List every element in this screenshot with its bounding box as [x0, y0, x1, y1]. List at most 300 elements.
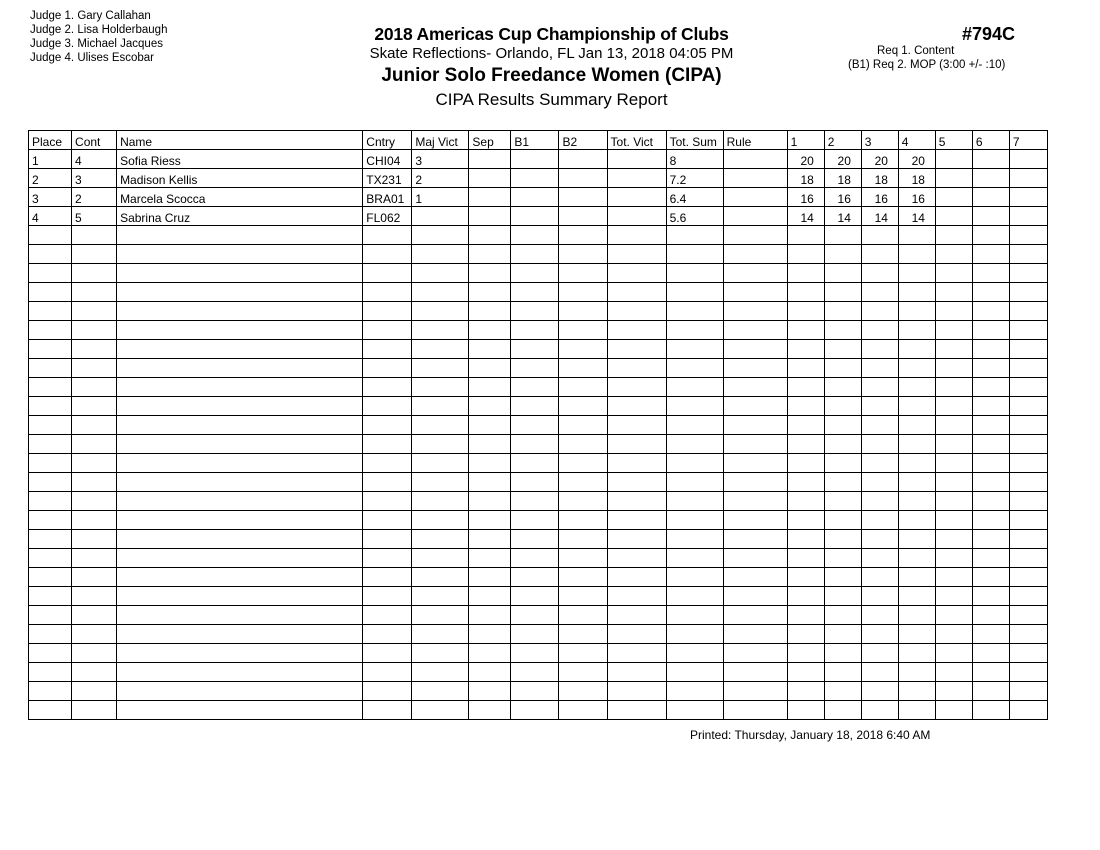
cell-b1	[511, 169, 559, 188]
cell-b1	[511, 302, 559, 321]
cell-b1	[511, 587, 559, 606]
cell-cntry	[363, 454, 412, 473]
cell-b2	[559, 625, 607, 644]
cell-tot-vict	[607, 378, 666, 397]
cell-tot-vict	[607, 549, 666, 568]
cell-rule	[723, 492, 787, 511]
cell-cntry	[363, 435, 412, 454]
cell-judge-score	[972, 549, 1009, 568]
cell-cont: 3	[72, 169, 117, 188]
cell-judge-score	[972, 226, 1009, 245]
cell-tot-sum	[666, 340, 723, 359]
cell-rule	[723, 625, 787, 644]
cell-sep	[469, 397, 511, 416]
judge-line: Judge 1. Gary Callahan	[30, 10, 151, 22]
cell-sep	[469, 644, 511, 663]
cell-tot-sum	[666, 530, 723, 549]
cell-b1	[511, 473, 559, 492]
cell-rule	[723, 511, 787, 530]
cell-tot-sum	[666, 587, 723, 606]
cell-judge-score	[972, 625, 1009, 644]
cell-cont	[72, 511, 117, 530]
cell-judge-score	[787, 378, 824, 397]
cell-maj-vict	[412, 207, 469, 226]
table-row	[29, 492, 1048, 511]
cell-judge-score	[935, 340, 972, 359]
cell-judge-score: 16	[787, 188, 824, 207]
cell-judge-score	[935, 283, 972, 302]
cell-name	[117, 682, 363, 701]
cell-name: Madison Kellis	[117, 169, 363, 188]
cell-judge-score	[824, 473, 861, 492]
table-row	[29, 587, 1048, 606]
table-row	[29, 321, 1048, 340]
cell-b1	[511, 150, 559, 169]
cell-b1	[511, 397, 559, 416]
cell-place: 2	[29, 169, 72, 188]
cell-tot-vict	[607, 511, 666, 530]
cell-judge-score	[898, 701, 935, 720]
cell-judge-score	[787, 359, 824, 378]
cell-judge-score	[972, 682, 1009, 701]
cell-judge-score	[935, 207, 972, 226]
cell-b1	[511, 606, 559, 625]
cell-maj-vict	[412, 435, 469, 454]
cell-place	[29, 226, 72, 245]
cell-judge-score	[1009, 150, 1047, 169]
cell-b2	[559, 492, 607, 511]
cell-judge-score	[935, 169, 972, 188]
cell-cont	[72, 397, 117, 416]
cell-judge-score: 20	[787, 150, 824, 169]
cell-cntry	[363, 644, 412, 663]
cell-judge-score	[935, 302, 972, 321]
cell-b2	[559, 416, 607, 435]
cell-cont	[72, 264, 117, 283]
cell-b2	[559, 321, 607, 340]
cell-tot-vict	[607, 207, 666, 226]
cell-maj-vict	[412, 701, 469, 720]
cell-judge-score	[787, 511, 824, 530]
cell-rule	[723, 188, 787, 207]
cell-name	[117, 473, 363, 492]
cell-tot-sum: 7.2	[666, 169, 723, 188]
cell-b2	[559, 378, 607, 397]
cell-judge-score	[861, 530, 898, 549]
results-table	[28, 130, 1048, 720]
cell-b2	[559, 568, 607, 587]
cell-maj-vict	[412, 264, 469, 283]
cell-judge-score	[861, 340, 898, 359]
cell-maj-vict	[412, 625, 469, 644]
cell-name	[117, 568, 363, 587]
cell-judge-score	[787, 454, 824, 473]
cell-judge-score	[898, 682, 935, 701]
cell-maj-vict	[412, 473, 469, 492]
cell-b2	[559, 606, 607, 625]
cell-name	[117, 359, 363, 378]
cell-cntry: FL062	[363, 207, 412, 226]
cell-tot-vict	[607, 169, 666, 188]
cell-name	[117, 587, 363, 606]
cell-b1	[511, 264, 559, 283]
cell-b1	[511, 549, 559, 568]
cell-judge-score	[787, 701, 824, 720]
cell-judge-score	[1009, 397, 1047, 416]
cell-cntry: BRA01	[363, 188, 412, 207]
cell-maj-vict	[412, 226, 469, 245]
cell-judge-score	[935, 701, 972, 720]
cell-judge-score	[861, 682, 898, 701]
cell-judge-score	[898, 663, 935, 682]
cell-judge-score	[1009, 473, 1047, 492]
cell-sep	[469, 378, 511, 397]
cell-cntry	[363, 473, 412, 492]
cell-judge-score	[972, 416, 1009, 435]
report-title: CIPA Results Summary Report	[435, 90, 668, 109]
cell-cntry	[363, 663, 412, 682]
cell-judge-score	[898, 283, 935, 302]
cell-judge-score	[935, 530, 972, 549]
cell-judge-score	[935, 625, 972, 644]
cell-judge-score	[898, 340, 935, 359]
cell-sep	[469, 568, 511, 587]
cell-cont	[72, 359, 117, 378]
table-row	[29, 606, 1048, 625]
cell-judge-score	[861, 549, 898, 568]
cell-b1	[511, 245, 559, 264]
cell-cntry	[363, 226, 412, 245]
table-row	[29, 473, 1048, 492]
cell-judge-score	[1009, 606, 1047, 625]
cell-cntry	[363, 321, 412, 340]
cell-judge-score	[824, 378, 861, 397]
cell-name: Sabrina Cruz	[117, 207, 363, 226]
cell-name	[117, 625, 363, 644]
cell-judge-score	[1009, 549, 1047, 568]
cell-judge-score	[972, 454, 1009, 473]
cell-judge-score	[787, 530, 824, 549]
table-row	[29, 302, 1048, 321]
cell-cont	[72, 245, 117, 264]
cell-tot-sum	[666, 245, 723, 264]
cell-judge-score	[1009, 568, 1047, 587]
cell-judge-score	[861, 454, 898, 473]
cell-b2	[559, 150, 607, 169]
cell-rule	[723, 264, 787, 283]
cell-judge-score	[824, 283, 861, 302]
cell-judge-score	[972, 207, 1009, 226]
cell-judge-score	[935, 549, 972, 568]
cell-b1	[511, 454, 559, 473]
cell-judge-score	[935, 188, 972, 207]
cell-b2	[559, 644, 607, 663]
cell-judge-score	[861, 226, 898, 245]
cell-tot-vict	[607, 644, 666, 663]
column-header-judge-1: 1	[787, 131, 824, 150]
cell-place	[29, 492, 72, 511]
cell-maj-vict	[412, 321, 469, 340]
cell-tot-sum	[666, 416, 723, 435]
cell-b2	[559, 245, 607, 264]
cell-place: 1	[29, 150, 72, 169]
cell-name	[117, 663, 363, 682]
cell-cont	[72, 492, 117, 511]
cell-cont: 4	[72, 150, 117, 169]
cell-judge-score	[898, 625, 935, 644]
cell-judge-score	[787, 321, 824, 340]
cell-b1	[511, 359, 559, 378]
cell-rule	[723, 416, 787, 435]
table-row	[29, 416, 1048, 435]
cell-judge-score	[861, 663, 898, 682]
cell-judge-score	[824, 435, 861, 454]
cell-tot-vict	[607, 397, 666, 416]
cell-b2	[559, 530, 607, 549]
cell-cntry	[363, 302, 412, 321]
cell-rule	[723, 169, 787, 188]
cell-place	[29, 454, 72, 473]
cell-cntry	[363, 682, 412, 701]
cell-sep	[469, 150, 511, 169]
cell-b2	[559, 473, 607, 492]
cell-maj-vict	[412, 587, 469, 606]
cell-sep	[469, 207, 511, 226]
cell-maj-vict: 2	[412, 169, 469, 188]
cell-cntry: CHI04	[363, 150, 412, 169]
cell-b1	[511, 625, 559, 644]
cell-judge-score	[861, 435, 898, 454]
cell-judge-score	[1009, 359, 1047, 378]
header-row	[29, 131, 1048, 150]
cell-maj-vict	[412, 283, 469, 302]
cell-tot-sum	[666, 644, 723, 663]
cell-judge-score	[1009, 625, 1047, 644]
cell-judge-score	[935, 587, 972, 606]
cell-judge-score	[824, 359, 861, 378]
table-row	[29, 549, 1048, 568]
cell-maj-vict	[412, 530, 469, 549]
cell-sep	[469, 321, 511, 340]
column-header-sep: Sep	[469, 131, 511, 150]
cell-judge-score	[787, 416, 824, 435]
table-row	[29, 150, 1048, 169]
cell-judge-score	[1009, 511, 1047, 530]
cell-maj-vict	[412, 359, 469, 378]
cell-name	[117, 302, 363, 321]
cell-sep	[469, 454, 511, 473]
cell-b2	[559, 207, 607, 226]
cell-maj-vict	[412, 340, 469, 359]
cell-judge-score	[824, 625, 861, 644]
cell-rule	[723, 568, 787, 587]
cell-cntry	[363, 378, 412, 397]
cell-judge-score	[1009, 416, 1047, 435]
cell-name	[117, 397, 363, 416]
cell-judge-score	[824, 245, 861, 264]
cell-judge-score: 16	[898, 188, 935, 207]
cell-judge-score	[935, 264, 972, 283]
column-header-tot-sum: Tot. Sum	[666, 131, 723, 150]
cell-judge-score	[861, 378, 898, 397]
cell-rule	[723, 644, 787, 663]
cell-place	[29, 701, 72, 720]
cell-cont: 5	[72, 207, 117, 226]
cell-judge-score	[898, 587, 935, 606]
cell-tot-sum	[666, 663, 723, 682]
cell-place	[29, 663, 72, 682]
cell-judge-score	[972, 283, 1009, 302]
cell-judge-score	[1009, 283, 1047, 302]
cell-judge-score	[824, 568, 861, 587]
cell-judge-score	[898, 245, 935, 264]
table-row	[29, 701, 1048, 720]
cell-tot-sum	[666, 378, 723, 397]
cell-tot-vict	[607, 530, 666, 549]
cell-judge-score	[787, 283, 824, 302]
cell-judge-score	[861, 511, 898, 530]
cell-judge-score	[824, 340, 861, 359]
cell-judge-score	[861, 701, 898, 720]
cell-judge-score	[935, 378, 972, 397]
table-row	[29, 511, 1048, 530]
table-row	[29, 454, 1048, 473]
cell-b2	[559, 264, 607, 283]
cell-judge-score	[1009, 644, 1047, 663]
cell-name	[117, 378, 363, 397]
column-header-name: Name	[117, 131, 363, 150]
cell-cntry	[363, 606, 412, 625]
cell-judge-score	[787, 397, 824, 416]
cell-b1	[511, 663, 559, 682]
cell-judge-score	[824, 549, 861, 568]
cell-cntry	[363, 530, 412, 549]
cell-tot-vict	[607, 150, 666, 169]
cell-judge-score	[935, 150, 972, 169]
cell-tot-sum	[666, 511, 723, 530]
cell-judge-score	[898, 397, 935, 416]
table-row	[29, 264, 1048, 283]
cell-b1	[511, 644, 559, 663]
cell-judge-score: 20	[898, 150, 935, 169]
cell-sep	[469, 511, 511, 530]
cell-b1	[511, 682, 559, 701]
cell-judge-score	[787, 245, 824, 264]
cell-judge-score	[1009, 321, 1047, 340]
cell-place	[29, 644, 72, 663]
cell-place	[29, 359, 72, 378]
cell-judge-score	[1009, 701, 1047, 720]
column-header-rule: Rule	[723, 131, 787, 150]
cell-maj-vict	[412, 568, 469, 587]
cell-cntry	[363, 359, 412, 378]
cell-judge-score	[898, 302, 935, 321]
cell-rule	[723, 397, 787, 416]
cell-judge-score	[787, 492, 824, 511]
cell-judge-score	[935, 321, 972, 340]
cell-judge-score	[1009, 663, 1047, 682]
cell-judge-score	[1009, 207, 1047, 226]
cell-judge-score: 14	[898, 207, 935, 226]
cell-judge-score	[935, 359, 972, 378]
cell-cntry	[363, 397, 412, 416]
printed-timestamp: Printed: Thursday, January 18, 2018 6:40 AM	[690, 728, 931, 742]
cell-judge-score	[972, 473, 1009, 492]
cell-judge-score: 14	[787, 207, 824, 226]
cell-b1	[511, 492, 559, 511]
cell-place	[29, 397, 72, 416]
cell-tot-vict	[607, 568, 666, 587]
cell-judge-score	[861, 359, 898, 378]
cell-rule	[723, 340, 787, 359]
cell-cntry	[363, 625, 412, 644]
cell-cntry	[363, 283, 412, 302]
cell-judge-score	[972, 606, 1009, 625]
cell-place	[29, 568, 72, 587]
cell-b1	[511, 416, 559, 435]
cell-judge-score	[1009, 530, 1047, 549]
cell-judge-score	[1009, 682, 1047, 701]
cell-tot-vict	[607, 663, 666, 682]
cell-cntry	[363, 549, 412, 568]
cell-judge-score	[787, 606, 824, 625]
cell-name	[117, 264, 363, 283]
cell-tot-vict	[607, 245, 666, 264]
cell-cntry	[363, 416, 412, 435]
cell-tot-sum: 8	[666, 150, 723, 169]
cell-judge-score	[1009, 302, 1047, 321]
cell-b2	[559, 587, 607, 606]
cell-judge-score	[824, 587, 861, 606]
cell-judge-score	[861, 492, 898, 511]
table-row	[29, 188, 1048, 207]
cell-judge-score	[1009, 264, 1047, 283]
cell-judge-score	[861, 264, 898, 283]
cell-judge-score	[935, 245, 972, 264]
cell-rule	[723, 378, 787, 397]
cell-b1	[511, 283, 559, 302]
cell-judge-score	[824, 226, 861, 245]
table-row	[29, 435, 1048, 454]
cell-rule	[723, 530, 787, 549]
table-row	[29, 397, 1048, 416]
cell-judge-score	[861, 568, 898, 587]
cell-rule	[723, 283, 787, 302]
cell-cont	[72, 587, 117, 606]
column-header-cntry: Cntry	[363, 131, 412, 150]
cell-name	[117, 492, 363, 511]
cell-sep	[469, 492, 511, 511]
judge-line: Judge 3. Michael Jacques	[30, 38, 163, 50]
competition-title: 2018 Americas Cup Championship of Clubs	[374, 24, 729, 44]
cell-tot-sum	[666, 682, 723, 701]
cell-tot-sum: 6.4	[666, 188, 723, 207]
column-header-judge-2: 2	[824, 131, 861, 150]
cell-name: Marcela Scocca	[117, 188, 363, 207]
cell-sep	[469, 264, 511, 283]
cell-cont	[72, 625, 117, 644]
judge-line: Judge 2. Lisa Holderbaugh	[30, 24, 168, 36]
cell-judge-score	[972, 378, 1009, 397]
table-row	[29, 207, 1048, 226]
cell-judge-score	[972, 302, 1009, 321]
cell-judge-score: 18	[787, 169, 824, 188]
cell-rule	[723, 549, 787, 568]
table-row	[29, 530, 1048, 549]
cell-cntry	[363, 492, 412, 511]
cell-judge-score	[824, 416, 861, 435]
cell-tot-sum	[666, 625, 723, 644]
